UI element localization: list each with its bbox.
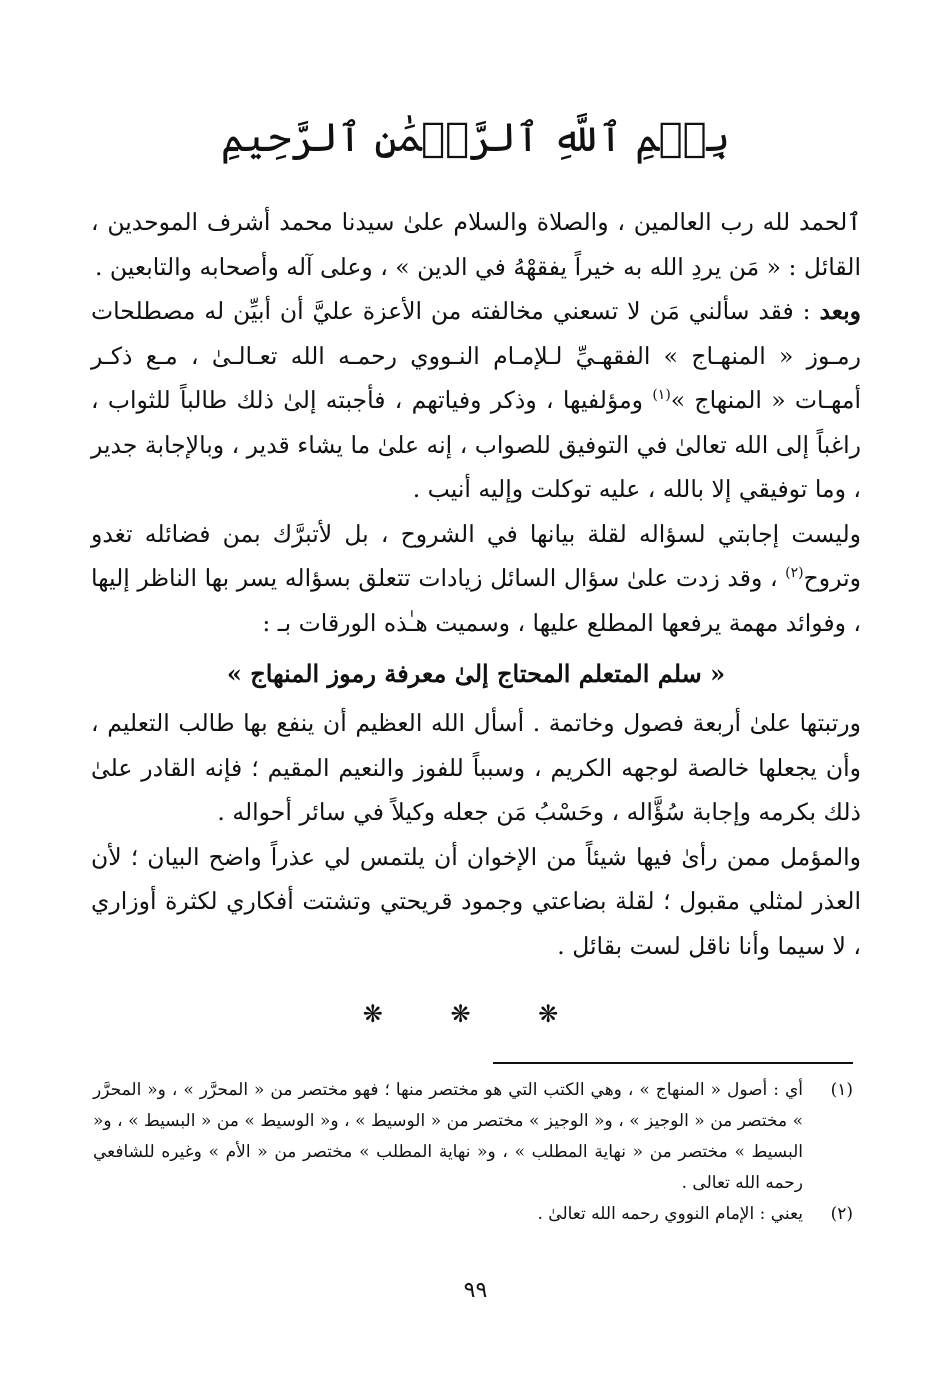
paragraph-praise: ٱلحمد لله رب العالمين ، والصلاة والسلام علىٰ سيدنا محمد أشرف الموحدين ، القائل : « مَن يردِ الله به خيراً يفقهْهُ في الدين » ، وعلى آله وأصحابه والتابعين . bbox=[91, 208, 861, 281]
main-text bbox=[91, 200, 861, 968]
footnote-ref-2: (٢) bbox=[785, 565, 804, 582]
footnote-2 bbox=[93, 1199, 853, 1230]
footnotes bbox=[93, 1075, 853, 1230]
paragraph-apology: والمؤمل ممن رأىٰ فيها شيئاً من الإخوان أن يلتمس لي عذراً واضح البيان ؛ لأن العذر لمثلي مقبول ؛ لقلة بضاعتي وجمود قريحتي وتشتت أفكاري لكثرة أوزاري ، لا سيما وأنا ناقل لست بقائل . bbox=[91, 842, 861, 960]
paragraph-reason-part-2: ، وقد زدت علىٰ سؤال السائل زيادات تتعلق بسؤاله يسر بها الناظر إليها ، وفوائد مهمة يرفعها المطلع عليها ، وسميت هـٰذه الورقات بـ : bbox=[91, 564, 861, 637]
footnote-number: (٢) bbox=[830, 1204, 853, 1224]
paragraph-arrangement: ورتبتها علىٰ أربعة فصول وخاتمة . أسأل الله العظيم أن ينفع بها طالب التعليم ، وأن يجعلها خالصة لوجهه الكريم ، وسبباً للفوز والنعيم المقيم ؛ فإنه القادر علىٰ ذلك بكرمه وإجابة سُؤَّاله ، وحَسْبُ مَن جعله وكيلاً في سائر أحواله . bbox=[91, 709, 861, 826]
paragraph-introduction-part-1: : فقد سألني مَن لا تسعني مخالفته من الأعزة عليَّ أن أبيِّن له مصطلحات رمـوز « المنهـاج » الفقهـيِّ لـلإمـام النـووي رحمـه الله تعـالـىٰ ، مـع ذكـر أمهـات « المنهاج » bbox=[91, 297, 862, 414]
paragraph-introduction-part-2: ومؤلفيها ، وذكر وفياتهم ، فأجبته إلىٰ ذلك طالباً للثواب ، راغباً إلى الله تعالىٰ في التوفيق للصواب ، إنه علىٰ ما يشاء قدير ، وبالإجابة جدير ، وما توفيقي إلا بالله ، عليه توكلت وإليه أنيب . bbox=[91, 386, 861, 503]
paragraph-introduction bbox=[91, 289, 861, 512]
footnote-number: (١) bbox=[830, 1080, 853, 1100]
paragraph-reason-part-1: وليست إجابتي لسؤاله لقلة بيانها في الشروح ، بل لأتبرَّك بمن فضائله تغدو وتروح bbox=[91, 519, 861, 592]
footnote-text: يعني : الإمام النووي رحمه الله تعالىٰ . bbox=[537, 1204, 803, 1224]
section-separator: ❋ ❋ ❋ bbox=[362, 1000, 589, 1028]
book-title: « سلم المتعلم المحتاج إلىٰ معرفة رموز المنهاج » bbox=[226, 659, 726, 688]
footnote-divider bbox=[493, 1062, 853, 1064]
page-number: ٩٩ bbox=[463, 1278, 488, 1303]
lead-word: وبعد bbox=[819, 297, 861, 325]
basmala-heading: بِسۡمِ ٱللَّهِ ٱلرَّحۡمَٰنِ ٱلرَّحِيمِ bbox=[220, 115, 731, 161]
footnote-ref-1: (١) bbox=[652, 387, 671, 404]
footnote-text: أي : أصول « المنهاج » ، وهي الكتب التي هو مختصر منها ؛ فهو مختصر من « المحرَّر » ، و« المحرَّر » مختصر من « الوجيز » ، و« الوجيز » مختصر من « الوسيط » ، و« الوسيط » من « البسيط » ، و« البسيط » مختصر من « نهاية المطلب » ، و« نهاية المطلب » مختصر من « الأم » وغيره للشافعي رحمه الله تعالى . bbox=[93, 1080, 803, 1193]
paragraph-reason bbox=[91, 512, 861, 646]
footnote-1 bbox=[93, 1075, 853, 1199]
